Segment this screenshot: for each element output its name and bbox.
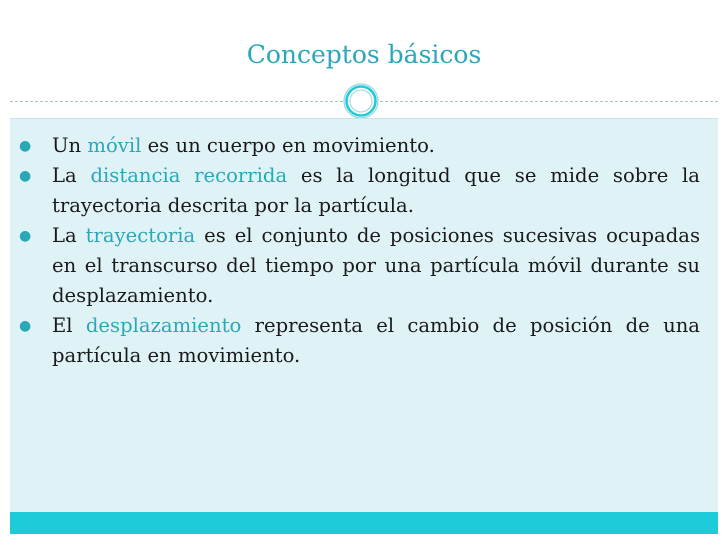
bullet-term: desplazamiento [85, 314, 242, 337]
bullet-dot-icon: ● [19, 318, 32, 334]
bullet-dot-icon: ● [19, 168, 32, 184]
bottom-accent-bar [10, 512, 718, 534]
bullet-text-pre: Un [52, 134, 88, 157]
bullet-text-post: representa el cambio de posición de una partícula en movimiento. [52, 314, 700, 367]
bullet-text-post: es el conjunto de posiciones sucesivas ocupadas en el transcurso del tiempo por una partícula móvil durante su desplazamiento. [52, 224, 701, 307]
bullet-item [10, 161, 700, 221]
bullet-list [10, 131, 700, 371]
bullet-text-pre: La [52, 224, 86, 247]
bullet-dot-icon: ● [19, 138, 32, 154]
bullet-dot-icon: ● [19, 228, 32, 244]
bullet-item [10, 221, 700, 311]
bullet-term: móvil [87, 134, 142, 157]
bullet-text-pre: El [52, 314, 86, 337]
bullet-item [10, 131, 700, 161]
ring-ornament-icon [343, 83, 379, 119]
content-panel [10, 118, 718, 512]
bullet-item [10, 311, 700, 371]
bullet-term: trayectoria [85, 224, 196, 247]
bullet-text-post: es la longitud que se mide sobre la trayectoria descrita por la partícula. [52, 164, 700, 217]
bullet-text-post: es un cuerpo en movimiento. [141, 134, 435, 157]
bullet-text-pre: La [52, 164, 91, 187]
bullet-term: distancia recorrida [90, 164, 288, 187]
slide-title: Conceptos básicos [246, 40, 482, 69]
